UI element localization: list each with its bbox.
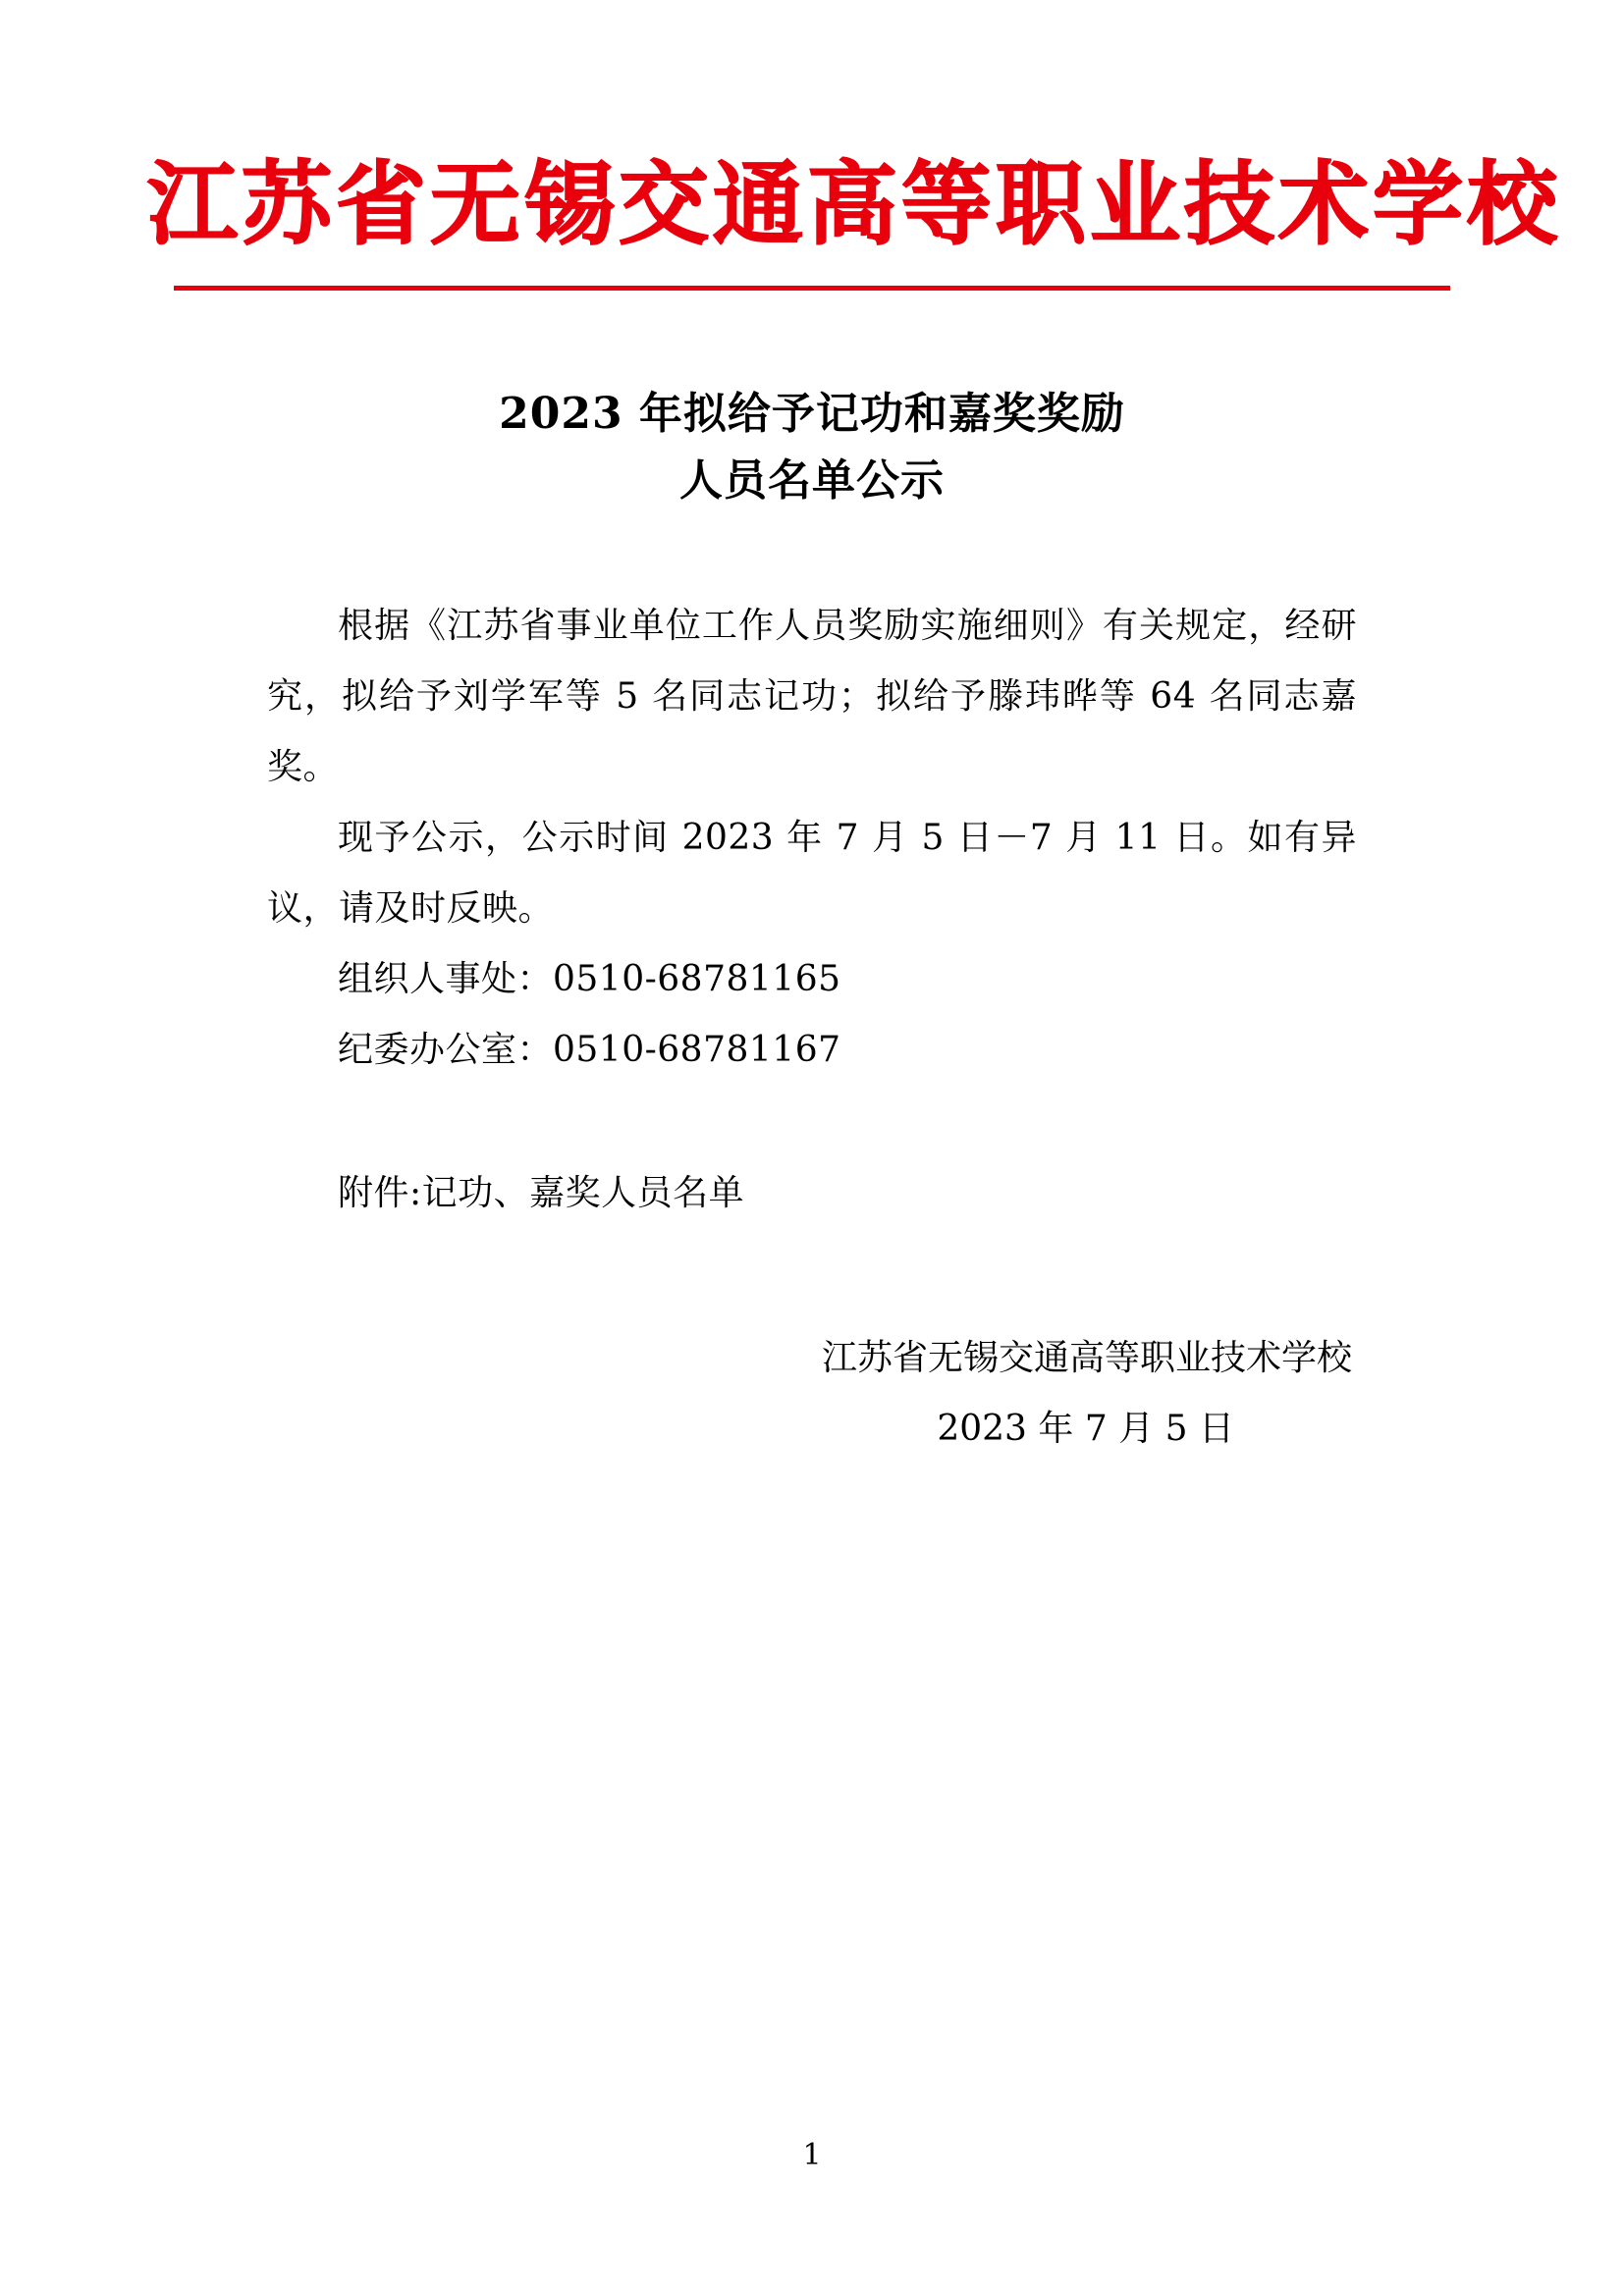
signature-date: 2023 年 7 月 5 日 bbox=[937, 1408, 1234, 1449]
document-body bbox=[267, 591, 1357, 1229]
letterhead-organization-title: 江苏省无锡交通高等职业技术学校 bbox=[147, 151, 1562, 257]
document-title-line-2: 人员名单公示 bbox=[679, 454, 945, 506]
document-title bbox=[0, 381, 1624, 514]
letterhead-divider bbox=[174, 286, 1450, 291]
page-number: 1 bbox=[802, 2138, 822, 2172]
contact-discipline-office: 纪委办公室：0510-68781167 bbox=[338, 1029, 841, 1070]
document-title-line-1: 2023 年拟给予记功和嘉奖奖励 bbox=[499, 388, 1125, 439]
attachment-block bbox=[267, 1158, 1357, 1229]
contact-personnel-office: 组织人事处：0510-68781165 bbox=[338, 958, 841, 999]
body-paragraph-publicity-period: 现予公示，公示时间 2023 年 7 月 5 日－7 月 11 日。如有异议，请及时反映。 bbox=[267, 817, 1357, 929]
signature-organization: 江苏省无锡交通高等职业技术学校 bbox=[821, 1337, 1352, 1378]
body-paragraph-basis: 根据《江苏省事业单位工作人员奖励实施细则》有关规定，经研究，拟给予刘学军等 5 名同志记功；拟给予滕玮晔等 64 名同志嘉奖。 bbox=[267, 605, 1357, 787]
attachment-label: 附件:记功、嘉奖人员名单 bbox=[338, 1172, 745, 1213]
signature-block bbox=[262, 1323, 1362, 1465]
letterhead bbox=[0, 151, 1624, 291]
